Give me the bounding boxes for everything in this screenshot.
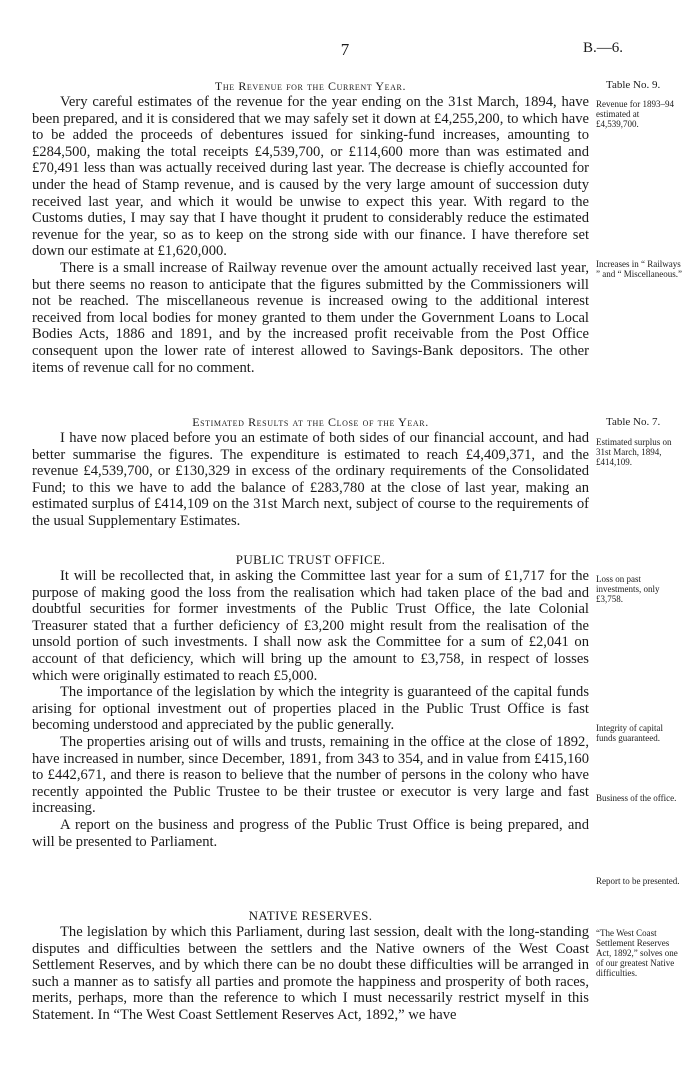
paragraph: I have now placed before you an estimate of both sides of our financial account, and had better summarise the figures. The expenditure is estimated to reach £4,409,371, and the revenue £4,539,700, or £130,329 in excess of the ordinary requirements of the Consolidated Fund; to this we have to add the balance of £283,780 at the close of last year, making an estimated surplus of £414,109 on the 31st March next, subject of course to the requirements of the usual Supplementary Estimates. [32, 430, 589, 529]
section-public-trust-office [32, 552, 589, 850]
page-number: 7 [340, 40, 350, 59]
section-heading: NATIVE RESERVES. [248, 908, 373, 923]
margin-note: “The West Coast Settlement Reserves Act, 1892,” solves one of our greatest Native difficulties. [596, 928, 678, 978]
margin-note: Increases in “ Railways ” and “ Miscellaneous.” [596, 259, 682, 279]
margin-note: Business of the office. [596, 793, 677, 803]
table-reference: Table No. 7. [606, 416, 661, 428]
margin-note: Loss on past investments, only £3,758. [596, 574, 660, 604]
paragraph: A report on the business and progress of the Public Trust Office is being prepared, and will be presented to Parliament. [32, 816, 589, 850]
paragraph: The importance of the legislation by which the integrity is guaranteed of the capital funds arising for optional investment out of properties placed in the Public Trust Office is fast becoming understood and appreciated by the public generally. [32, 684, 589, 734]
paragraph: There is a small increase of Railway revenue over the amount actually received last year, but there seems no reason to anticipate that the figures submitted by the Commissioners will not be reached. The miscellaneous revenue is increased owing to the additional interest received from local bodies for money granted to them under the Government Loans to Local Bodies Acts, 1886 and 1891, and by the increased profit receivable from the Post Office consequent upon the lower rate of interest allowed to Savings-Bank depositors. The other items of revenue call for no comment. [32, 259, 589, 376]
table-reference: Table No. 9. [606, 79, 661, 91]
margin-note: Report to be presented. [596, 876, 680, 886]
section-heading: The Revenue for the Current Year. [214, 79, 407, 93]
section-revenue [32, 78, 589, 376]
document-reference: B.—6. [583, 40, 624, 56]
margin-note: Estimated surplus on 31st March, 1894, £414,109. [596, 437, 672, 467]
margin-note: Integrity of capital funds guaranteed. [596, 723, 663, 743]
section-heading: PUBLIC TRUST OFFICE. [235, 552, 386, 567]
margin-note: Revenue for 1893–94 estimated at £4,539,700. [596, 99, 674, 129]
paragraph: The properties arising out of wills and trusts, remaining in the office at the close of 1892, have increased in number, since December, 1891, from 343 to 354, and in value from £415,160 to £442,671, and there is reason to believe that the number of persons in the colony who have recently appointed the Public Trustee to be their trustee or executor is very large and fast increasing. [32, 733, 589, 817]
section-native-reserves [32, 908, 589, 1024]
paragraph: The legislation by which this Parliament, during last session, dealt with the long-standing disputes and difficulties between the settlers and the Native owners of the West Coast Settlement Reserves, and by which there can be no doubt these difficulties will be arranged in such a manner as to satisfy all parties and promote the happiness and prosperity of both races, merits, perhaps, more than the reference to which I must necessarily restrict myself in this Statement. In “The West Coast Settlement Reserves Act, 1892,” we have [32, 924, 589, 1023]
paragraph: It will be recollected that, in asking the Committee last year for a sum of £1,717 for the purpose of making good the loss from the realisation which had taken place of the bad and doubtful securities for former investments of the Public Trust Office, the late Colonial Treasurer stated that a further deficiency of £3,200 might result from the realisation of the unsold portion of such investments. I shall now ask the Committee for a sum of £2,041 on account of that deficiency, which will bring up the amount to £3,758, in respect of losses which were originally estimated to reach £5,000. [32, 568, 589, 684]
paragraph: Very careful estimates of the revenue for the year ending on the 31st March, 1894, have been prepared, and it is considered that we may safely set it down at £4,255,200, to which have to be added the proceeds of debentures issued for sinking-fund increases, amounting to £284,500, making the total receipts £4,539,700, or £114,600 more than was estimated and £70,491 less than was actually received during last year. The decrease is chiefly accounted for under the head of Stamp revenue, and is caused by the very large amount of succession duty received last year, and which it would be unwise to expect this year. With regard to the Customs duties, I may say that I have thought it prudent to considerably reduce the estimated revenue for the year, so as to keep on the strong side with our finance. I have therefore set down our estimate at £1,620,000. [32, 94, 589, 260]
section-estimated-results [32, 414, 589, 530]
section-heading: Estimated Results at the Close of the Year. [192, 415, 429, 429]
